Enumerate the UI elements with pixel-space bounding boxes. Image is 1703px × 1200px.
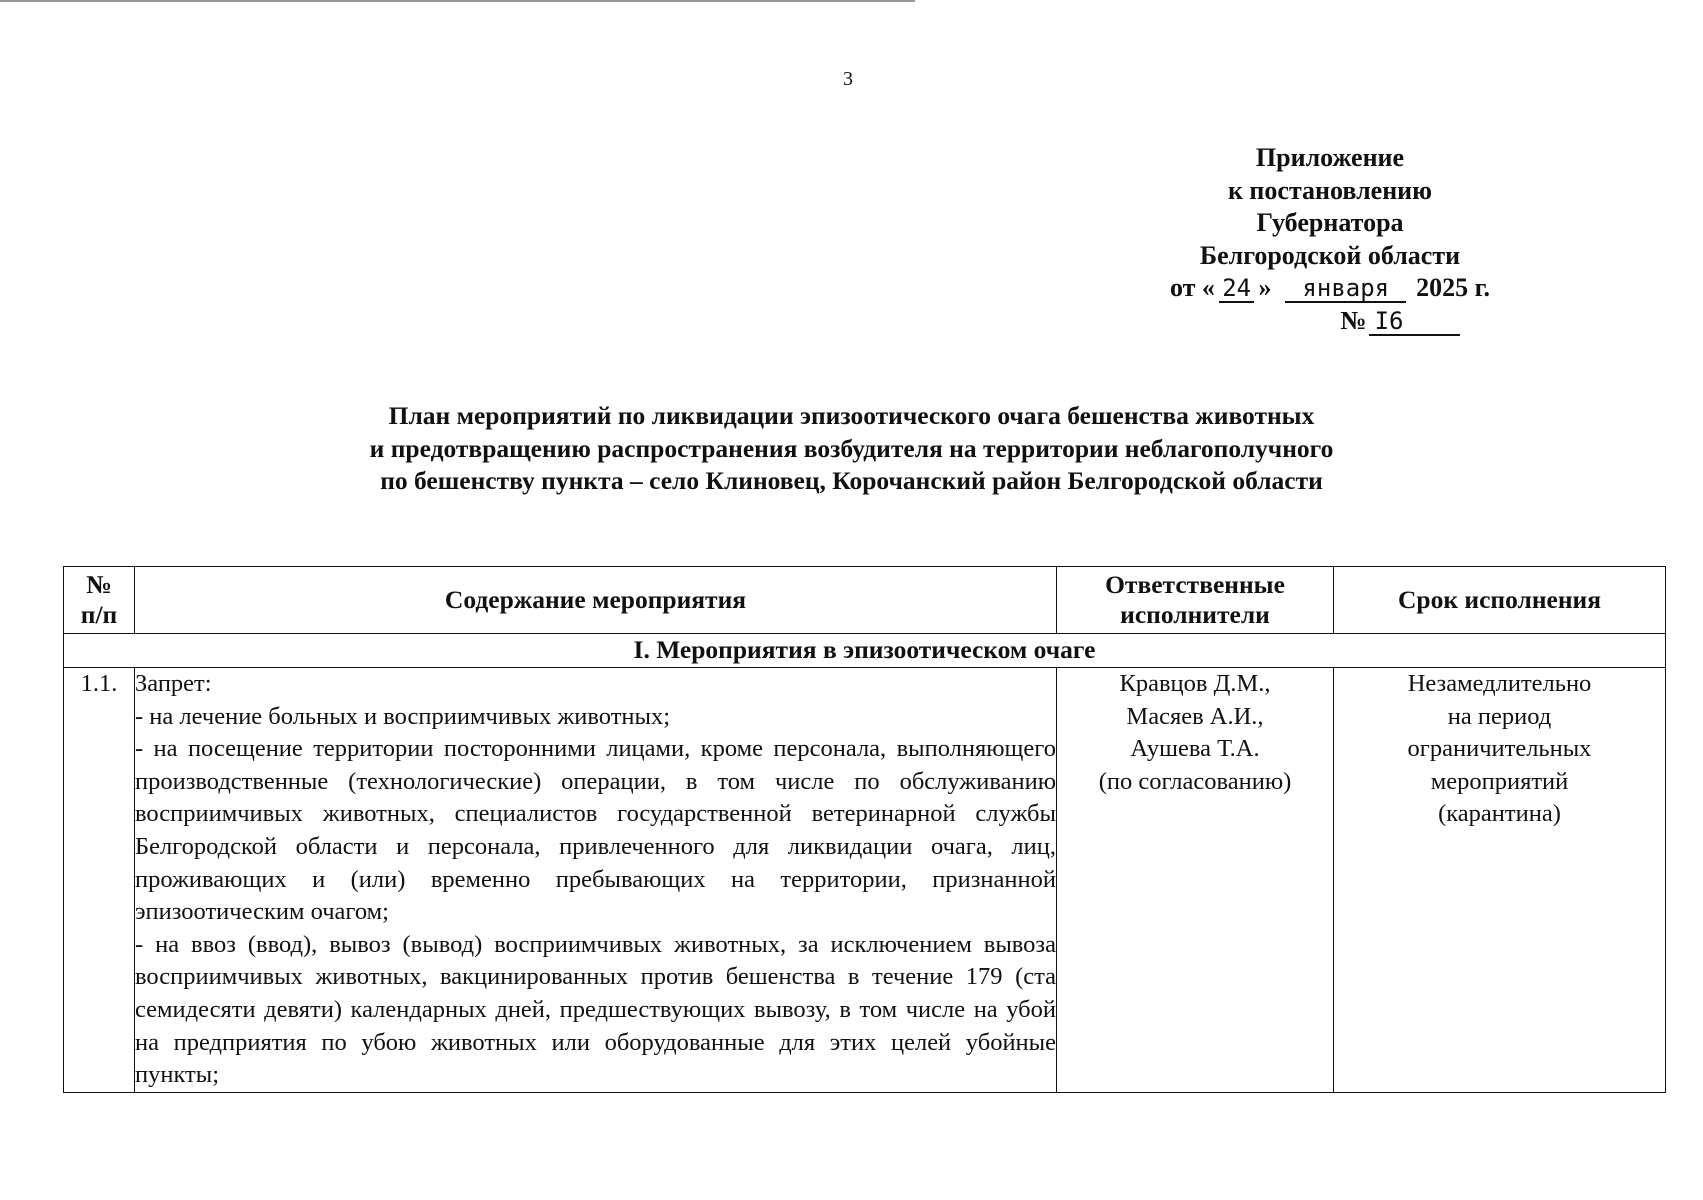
section-row [64, 634, 1666, 668]
deadline-line: на период [1447, 702, 1552, 730]
date-year: 2025 г. [1416, 273, 1490, 302]
number-value: I6 [1369, 308, 1460, 336]
document-title [60, 400, 1643, 498]
annex-number-line [1170, 305, 1490, 338]
document-title-line-1: План мероприятий по ликвидации эпизоотического очага бешенства животных [388, 401, 1315, 430]
content-item: - на лечение больных и восприимчивых животных; [135, 702, 671, 730]
header-responsible-line-1: Ответственные [1105, 570, 1285, 599]
table-row [64, 668, 1666, 1093]
table-header-row [64, 567, 1666, 634]
header-number-line-1: № [86, 570, 112, 599]
header-content: Содержание мероприятия [135, 567, 1057, 634]
deadline-line: (карантина) [1438, 800, 1561, 828]
content-item: Запрет: [135, 670, 212, 697]
header-responsible-line-2: исполнители [1120, 600, 1270, 629]
deadline-line: Незамедлительно [1407, 670, 1592, 697]
content-item: - на ввоз (ввод), вывоз (вывод) восприимчивых животных, за исключением вывоза восприимчивых животных, вакцинированных против бешенства в течение 179 (ста семидесяти девяти) календарных дней, предшествующих вывозу, в том числе на убой на предприятия по убою животных или оборудованные для этих целей убойные пункты; [135, 930, 1056, 1089]
scan-edge-line [0, 0, 915, 2]
annex-title: Приложение [1255, 143, 1405, 172]
annex-line-2: к постановлению Губернатора [1227, 175, 1433, 237]
content-item: - на посещение территории посторонними лицами, кроме персонала, выполняющего производственные (технологические) операции, в том числе по обслуживанию восприимчивых животных, специалистов государственной ветеринарной службы Белгородской области и персонала, привлеченного для ликвидации очага, лиц, проживающих и (или) временно пребывающих на территории, признанной эпизоотическим очагом; [135, 735, 1056, 926]
responsible-line: Масяев А.И., [1126, 702, 1264, 730]
section-title: I. Мероприятия в эпизоотическом очаге [64, 634, 1666, 668]
annex-date-line [1170, 272, 1490, 305]
responsible-line: Кравцов Д.М., [1119, 670, 1271, 697]
row-responsible [1057, 668, 1334, 1093]
header-number-line-2: п/п [80, 600, 118, 629]
deadline-line: мероприятий [1430, 767, 1569, 795]
responsible-line: (по согласованию) [1098, 767, 1292, 795]
header-responsible [1057, 567, 1334, 634]
page-number: 3 [843, 68, 853, 90]
row-number: 1.1. [64, 668, 135, 1093]
annex-block [1170, 142, 1490, 337]
measures-table [63, 566, 1666, 1093]
annex-line-3: Белгородской области [1199, 240, 1461, 270]
deadline-line: ограничительных [1407, 735, 1592, 763]
header-number [64, 567, 135, 634]
document-title-line-2: и предотвращению распространения возбудителя на территории неблагополучного [369, 433, 1334, 463]
number-prefix: № [1340, 305, 1367, 335]
date-prefix: от « [1170, 273, 1215, 302]
document-title-line-3: по бешенству пункта – село Клиновец, Корочанский район Белгородской области [380, 466, 1323, 495]
date-day: 24 [1219, 275, 1255, 303]
row-content [135, 668, 1057, 1093]
responsible-line: Аушева Т.А. [1130, 735, 1260, 763]
header-deadline: Срок исполнения [1334, 567, 1666, 634]
row-deadline [1334, 668, 1666, 1093]
date-mid: » [1258, 273, 1272, 302]
date-month: января [1285, 275, 1406, 303]
